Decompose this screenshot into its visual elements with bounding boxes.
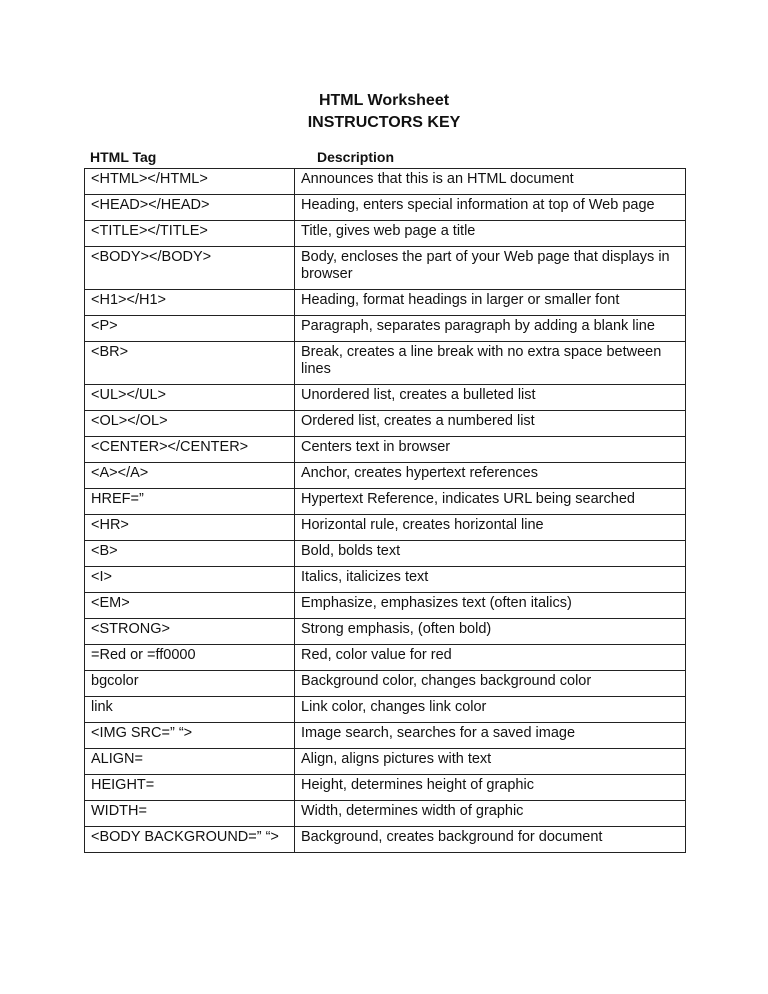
description-cell: Title, gives web page a title — [295, 221, 686, 247]
description-cell: Link color, changes link color — [295, 697, 686, 723]
table-row — [85, 723, 686, 749]
table-row — [85, 195, 686, 221]
table-row — [85, 567, 686, 593]
description-cell: Emphasize, emphasizes text (often italics) — [295, 593, 686, 619]
description-cell: Break, creates a line break with no extra space between lines — [295, 342, 686, 385]
description-cell: Align, aligns pictures with text — [295, 749, 686, 775]
table-row — [85, 489, 686, 515]
table-row — [85, 801, 686, 827]
table-row — [85, 671, 686, 697]
description-cell: Heading, format headings in larger or smaller font — [295, 290, 686, 316]
description-cell: Anchor, creates hypertext references — [295, 463, 686, 489]
table-row — [85, 645, 686, 671]
tag-cell: <TITLE></TITLE> — [85, 221, 295, 247]
description-cell: Bold, bolds text — [295, 541, 686, 567]
table-row — [85, 411, 686, 437]
tag-cell: link — [85, 697, 295, 723]
tag-cell: <STRONG> — [85, 619, 295, 645]
tag-cell: <HEAD></HEAD> — [85, 195, 295, 221]
tag-cell: <UL></UL> — [85, 385, 295, 411]
tag-cell: <HR> — [85, 515, 295, 541]
table-row — [85, 619, 686, 645]
table-row — [85, 316, 686, 342]
description-cell: Heading, enters special information at top of Web page — [295, 195, 686, 221]
tag-cell: <CENTER></CENTER> — [85, 437, 295, 463]
tag-cell: <H1></H1> — [85, 290, 295, 316]
description-cell: Announces that this is an HTML document — [295, 169, 686, 195]
table-row — [85, 463, 686, 489]
description-cell: Hypertext Reference, indicates URL being searched — [295, 489, 686, 515]
table-row — [85, 437, 686, 463]
description-cell: Italics, italicizes text — [295, 567, 686, 593]
table-row — [85, 342, 686, 385]
table-row — [85, 593, 686, 619]
table-row — [85, 541, 686, 567]
table-row — [85, 385, 686, 411]
description-cell: Body, encloses the part of your Web page that displays in browser — [295, 247, 686, 290]
page-subtitle: INSTRUCTORS KEY — [307, 114, 461, 131]
tag-cell: <I> — [85, 567, 295, 593]
table-row — [85, 827, 686, 853]
description-cell: Background color, changes background color — [295, 671, 686, 697]
column-header-tag: HTML Tag — [90, 149, 157, 165]
tag-cell: <IMG SRC=” “> — [85, 723, 295, 749]
tag-cell: ALIGN= — [85, 749, 295, 775]
description-cell: Strong emphasis, (often bold) — [295, 619, 686, 645]
tag-cell: <BR> — [85, 342, 295, 385]
table-column-headers — [84, 149, 685, 167]
description-cell: Red, color value for red — [295, 645, 686, 671]
tag-cell: <B> — [85, 541, 295, 567]
description-cell: Ordered list, creates a numbered list — [295, 411, 686, 437]
page-title: HTML Worksheet — [318, 92, 450, 109]
html-tags-table — [84, 168, 686, 853]
description-cell: Unordered list, creates a bulleted list — [295, 385, 686, 411]
tag-cell: <A></A> — [85, 463, 295, 489]
tag-cell: <OL></OL> — [85, 411, 295, 437]
tag-cell: <BODY></BODY> — [85, 247, 295, 290]
tag-cell: =Red or =ff0000 — [85, 645, 295, 671]
tag-cell: <P> — [85, 316, 295, 342]
tag-cell: HEIGHT= — [85, 775, 295, 801]
tag-cell: bgcolor — [85, 671, 295, 697]
description-cell: Centers text in browser — [295, 437, 686, 463]
description-cell: Paragraph, separates paragraph by adding a blank line — [295, 316, 686, 342]
column-header-description: Description — [317, 149, 395, 165]
tag-cell: <HTML></HTML> — [85, 169, 295, 195]
tag-cell: <BODY BACKGROUND=” “> — [85, 827, 295, 853]
table-row — [85, 749, 686, 775]
tag-cell: WIDTH= — [85, 801, 295, 827]
tag-cell: HREF=” — [85, 489, 295, 515]
description-cell: Width, determines width of graphic — [295, 801, 686, 827]
description-cell: Height, determines height of graphic — [295, 775, 686, 801]
table-row — [85, 247, 686, 290]
tag-cell: <EM> — [85, 593, 295, 619]
table-row — [85, 169, 686, 195]
description-cell: Background, creates background for document — [295, 827, 686, 853]
table-row — [85, 775, 686, 801]
table-row — [85, 290, 686, 316]
table-row — [85, 515, 686, 541]
table-row — [85, 221, 686, 247]
description-cell: Image search, searches for a saved image — [295, 723, 686, 749]
description-cell: Horizontal rule, creates horizontal line — [295, 515, 686, 541]
table-row — [85, 697, 686, 723]
